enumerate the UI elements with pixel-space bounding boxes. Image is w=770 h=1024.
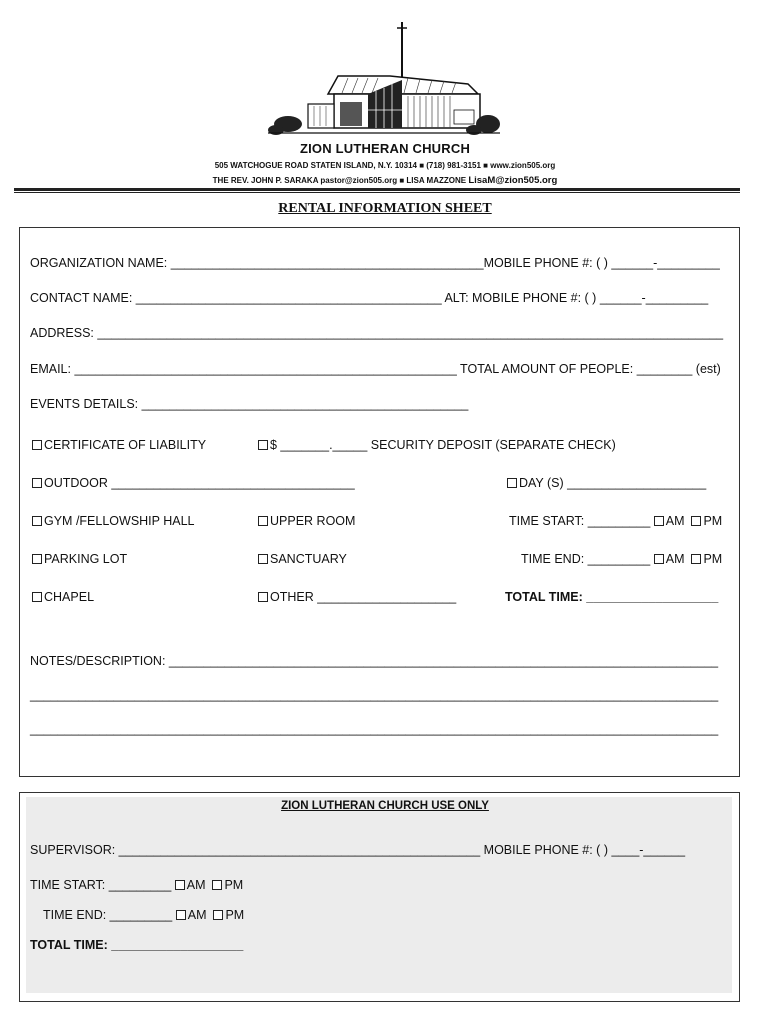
contact-name-field[interactable]: CONTACT NAME: ____________________________________________ ALT: MOBILE PHONE #: ( ) ______-_________ xyxy=(30,291,709,305)
notes-field[interactable]: NOTES/DESCRIPTION: _______________________________________________________________________________ xyxy=(30,654,719,668)
outdoor-checkbox[interactable] xyxy=(32,478,42,488)
other-label: OTHER ____________________ xyxy=(270,590,457,604)
certificate-option[interactable] xyxy=(32,438,206,452)
upper-room-checkbox[interactable] xyxy=(258,516,268,526)
gym-label: GYM /FELLOWSHIP HALL xyxy=(44,514,195,528)
am-label: AM xyxy=(186,878,206,892)
pm-label: PM xyxy=(225,908,245,922)
day-option[interactable] xyxy=(507,476,706,490)
deposit-checkbox[interactable] xyxy=(258,440,268,450)
sanctuary-option[interactable] xyxy=(258,552,347,566)
time-start-label: TIME START: _________ xyxy=(509,514,651,528)
office-time-end-am-checkbox[interactable] xyxy=(176,910,186,920)
time-end-field[interactable] xyxy=(521,552,722,566)
day-checkbox[interactable] xyxy=(507,478,517,488)
church-logo xyxy=(268,20,500,140)
sheet-title: RENTAL INFORMATION SHEET xyxy=(278,201,492,216)
other-checkbox[interactable] xyxy=(258,592,268,602)
header-rule-thin xyxy=(14,192,740,193)
parking-option[interactable] xyxy=(32,552,127,566)
sanctuary-label: SANCTUARY xyxy=(270,552,347,566)
church-staff xyxy=(0,175,770,186)
office-time-start-am-checkbox[interactable] xyxy=(175,880,185,890)
church-name: ZION LUTHERAN CHURCH xyxy=(299,141,471,156)
parking-checkbox[interactable] xyxy=(32,554,42,564)
chapel-label: CHAPEL xyxy=(44,590,95,604)
day-label: DAY (S) ____________________ xyxy=(519,476,707,490)
am-label: AM xyxy=(665,514,685,528)
office-use-title: ZION LUTHERAN CHURCH USE ONLY xyxy=(281,800,489,812)
time-start-am-checkbox[interactable] xyxy=(654,516,664,526)
staff-line: THE REV. JOHN P. SARAKA pastor@zion505.org ■ LISA MAZZONE xyxy=(212,176,467,185)
office-time-end-label: TIME END: _________ xyxy=(43,908,173,922)
time-start-pm-checkbox[interactable] xyxy=(691,516,701,526)
notes-line-3[interactable]: ___________________________________________________________________________________________________ xyxy=(30,722,719,736)
am-label: AM xyxy=(665,552,685,566)
gym-checkbox[interactable] xyxy=(32,516,42,526)
outdoor-label: OUTDOOR ___________________________________ xyxy=(44,476,355,490)
supervisor-field[interactable]: SUPERVISOR: ____________________________________________________ MOBILE PHONE #: ( ) ____-______ xyxy=(30,843,686,857)
pm-label: PM xyxy=(224,878,244,892)
office-time-start-label: TIME START: _________ xyxy=(30,878,172,892)
total-time-field[interactable]: TOTAL TIME: ___________________ xyxy=(505,590,719,604)
office-use-panel xyxy=(26,797,732,993)
sanctuary-checkbox[interactable] xyxy=(258,554,268,564)
time-end-am-checkbox[interactable] xyxy=(654,554,664,564)
email-field[interactable]: EMAIL: _______________________________________________________ TOTAL AMOUNT OF PEOPLE: ________ (est) xyxy=(30,362,721,376)
time-end-label: TIME END: _________ xyxy=(521,552,651,566)
am-label: AM xyxy=(187,908,207,922)
notes-line-2[interactable]: ___________________________________________________________________________________________________ xyxy=(30,688,719,702)
office-time-start-field[interactable] xyxy=(30,878,243,892)
staff-email: LisaM@zion505.org xyxy=(468,175,558,186)
church-address: 505 WATCHOGUE ROAD STATEN ISLAND, N.Y. 10314 ■ (718) 981-3151 ■ www.zion505.org xyxy=(214,161,556,170)
outdoor-option[interactable] xyxy=(32,476,355,490)
office-time-end-field[interactable] xyxy=(43,908,244,922)
address-field[interactable]: ADDRESS: __________________________________________________________________________________________ xyxy=(30,326,724,340)
upper-room-option[interactable] xyxy=(258,514,355,528)
chapel-option[interactable] xyxy=(32,590,94,604)
chapel-checkbox[interactable] xyxy=(32,592,42,602)
deposit-label: $ _______._____ SECURITY DEPOSIT (SEPARATE CHECK) xyxy=(270,438,616,452)
events-details-field[interactable]: EVENTS DETAILS: _______________________________________________ xyxy=(30,397,469,411)
header-rule xyxy=(14,188,740,191)
certificate-label: CERTIFICATE OF LIABILITY xyxy=(44,438,207,452)
certificate-checkbox[interactable] xyxy=(32,440,42,450)
parking-label: PARKING LOT xyxy=(44,552,128,566)
gym-option[interactable] xyxy=(32,514,195,528)
office-time-start-pm-checkbox[interactable] xyxy=(212,880,222,890)
time-end-pm-checkbox[interactable] xyxy=(691,554,701,564)
pm-label: PM xyxy=(703,552,723,566)
office-total-time-field[interactable]: TOTAL TIME: ___________________ xyxy=(30,938,244,952)
time-start-field[interactable] xyxy=(509,514,722,528)
organization-name-field[interactable]: ORGANIZATION NAME: _____________________________________________MOBILE PHONE #: ( ) ______-_________ xyxy=(30,256,720,270)
office-time-end-pm-checkbox[interactable] xyxy=(213,910,223,920)
deposit-option[interactable] xyxy=(258,438,616,452)
pm-label: PM xyxy=(703,514,723,528)
other-option[interactable] xyxy=(258,590,456,604)
upper-room-label: UPPER ROOM xyxy=(270,514,356,528)
